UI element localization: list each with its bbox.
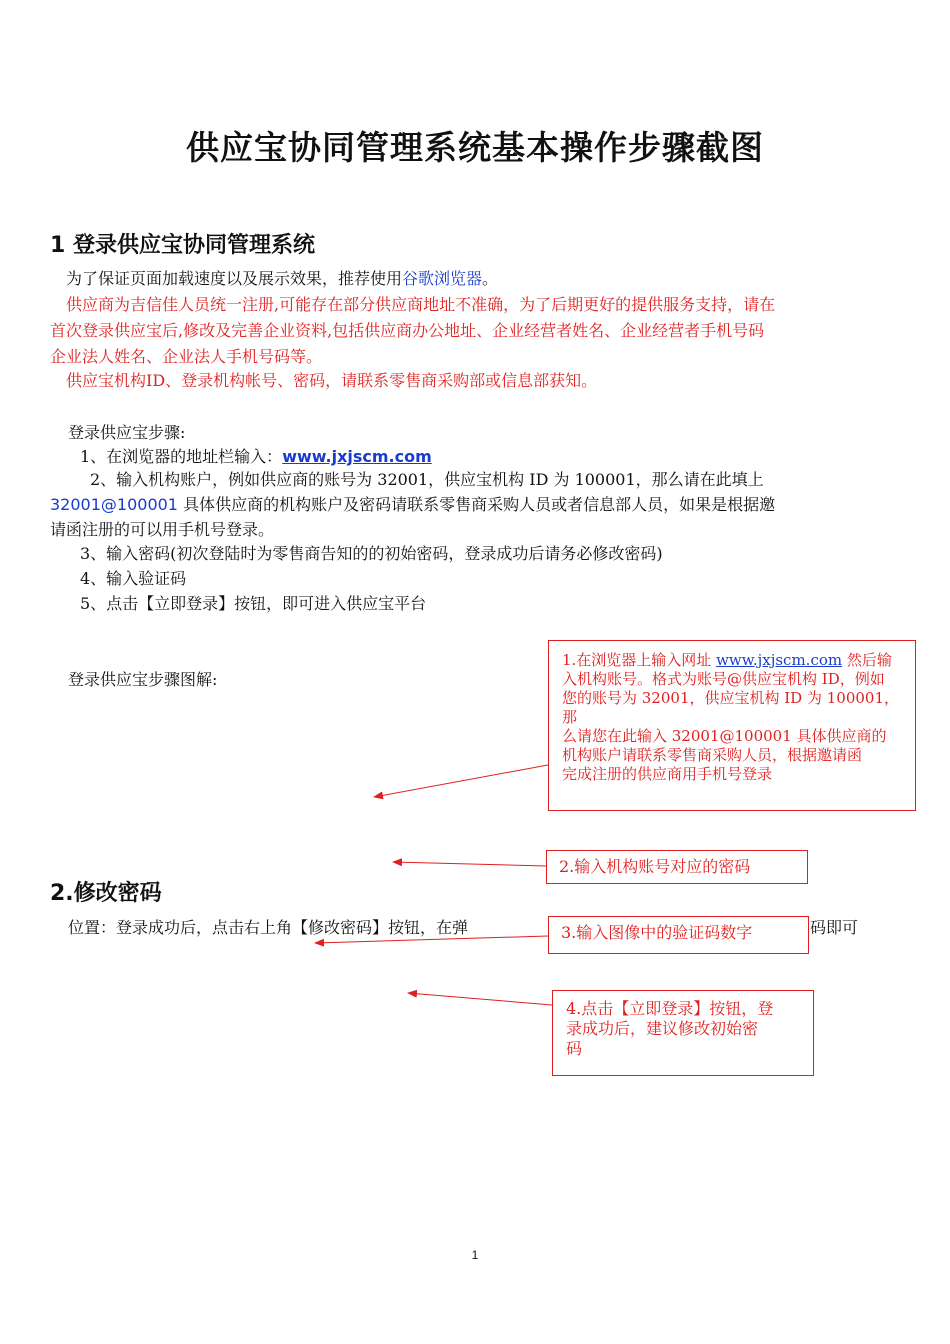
steps-label: 登录供应宝步骤: xyxy=(68,423,186,442)
document-title: 供应宝协同管理系统基本操作步骤截图 xyxy=(186,128,764,167)
callout1-line2: 入机构账号。格式为账号@供应宝机构 ID，例如 xyxy=(562,670,885,688)
step4: 4、输入验证码 xyxy=(80,569,187,588)
section2-text-left: 位置：登录成功后，点击右上角【修改密码】按钮，在弹 xyxy=(68,918,469,937)
callout-captcha: 3.输入图像中的验证码数字 xyxy=(548,916,809,954)
intro-prefix: 为了保证页面加载速度以及展示效果，推荐使用 xyxy=(66,269,403,288)
red-notice-line3: 企业法人姓名、企业法人手机号码等。 xyxy=(50,347,323,366)
callout-login-button xyxy=(552,990,814,1076)
step2-line1: 2、输入机构账户，例如供应商的账号为 32001，供应宝机构 ID 为 100001，那么请在此填上 xyxy=(90,470,764,489)
red-notice-line2: 首次登录供应宝后,修改及完善企业资料,包括供应商办公地址、企业经营者姓名、企业经营者手机号码 xyxy=(50,321,765,340)
callout4-line2: 录成功后，建议修改初始密 xyxy=(566,1019,759,1038)
arrow-1 xyxy=(374,765,548,797)
callout4-line3: 码 xyxy=(566,1039,583,1058)
step1-text: 1、在浏览器的地址栏输入： xyxy=(80,447,283,466)
section2-heading: 2.修改密码 xyxy=(50,881,162,906)
step3: 3、输入密码(初次登陆时为零售商告知的的初始密码，登录成功后请务必修改密码) xyxy=(80,544,663,563)
callout1-line1: 1.在浏览器上输入网址 www.jxjscm.com 然后输 xyxy=(562,651,892,669)
step5: 5、点击【立即登录】按钮，即可进入供应宝平台 xyxy=(80,594,427,613)
arrow-4 xyxy=(408,993,552,1005)
browser-name: 谷歌浏览器 xyxy=(402,269,483,288)
callout1-line6: 完成注册的供应商用手机号登录 xyxy=(562,765,773,783)
red-notice-id: 供应宝机构ID、登录机构帐号、密码，请联系零售商采购部或信息部获知。 xyxy=(66,371,598,390)
callout1-line3: 您的账号为 32001，供应宝机构 ID 为 100001，那 xyxy=(562,689,900,726)
callout1-line4: 么请您在此输入 32001@100001 具体供应商的 xyxy=(562,727,887,745)
step1-url-link[interactable]: www.jxjscm.com xyxy=(282,447,432,466)
step2-line3: 请函注册的可以用手机号登录。 xyxy=(50,520,275,539)
arrow-2 xyxy=(393,862,546,866)
callout1-url-link[interactable]: www.jxjscm.com xyxy=(716,651,843,669)
page-number: 1 xyxy=(471,1248,479,1262)
step2-line2-text: 具体供应商的机构账户及密码请联系零售商采购人员或者信息部人员，如果是根据邀 xyxy=(177,495,776,514)
section1-heading: 1 登录供应宝协同管理系统 xyxy=(50,233,315,258)
callout1-line5: 机构账户请联系零售商采购人员，根据邀请函 xyxy=(562,746,863,764)
diagram-label: 登录供应宝步骤图解: xyxy=(68,670,218,689)
callout-login-account xyxy=(548,640,916,811)
intro-suffix: 。 xyxy=(482,269,499,288)
arrow-3 xyxy=(315,936,548,943)
red-notice-line1: 供应商为吉信佳人员统一注册,可能存在部分供应商地址不准确，为了后期更好的提供服务支持，请在 xyxy=(66,295,776,314)
example-account: 32001@100001 xyxy=(50,495,178,514)
callout4-line1: 4.点击【立即登录】按钮，登 xyxy=(566,999,774,1018)
callout-password: 2.输入机构账号对应的密码 xyxy=(546,850,808,884)
section2-text-right: 码即可 xyxy=(810,918,859,937)
